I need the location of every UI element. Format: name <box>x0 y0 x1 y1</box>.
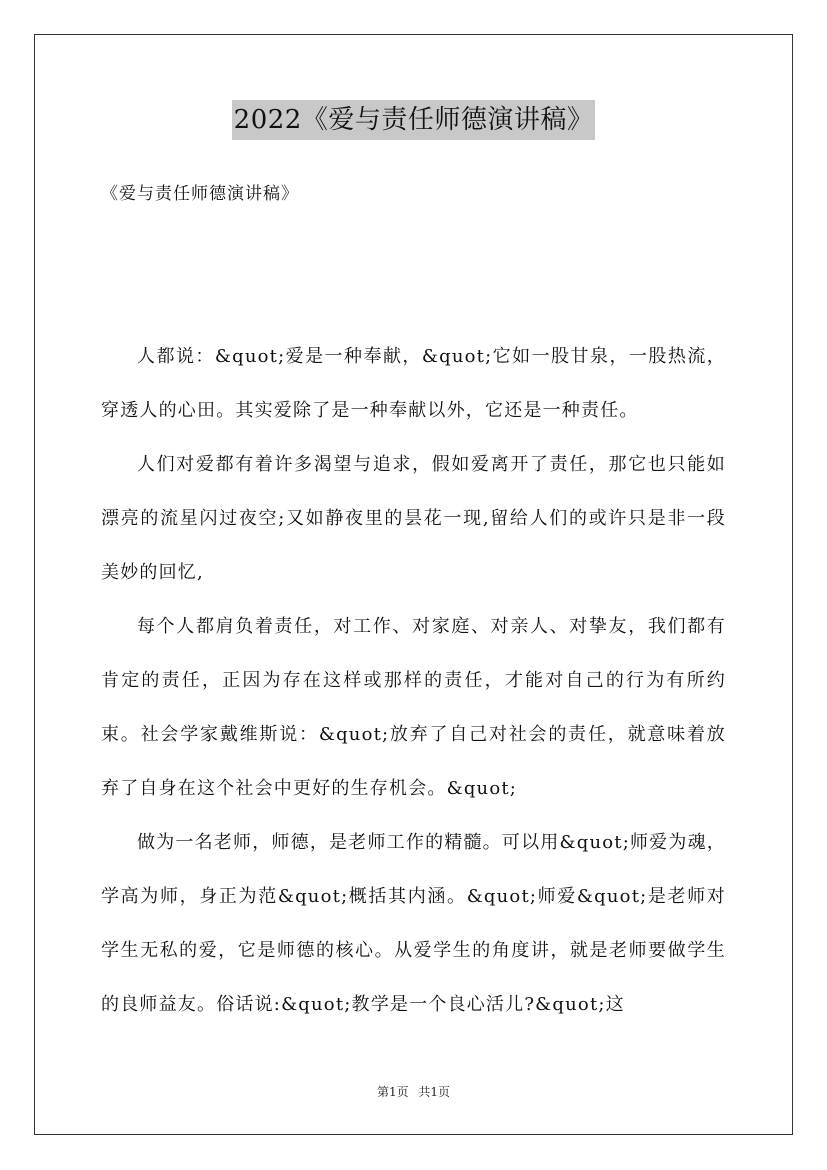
document-subtitle: 《爱与责任师德演讲稿》 <box>101 184 299 204</box>
title-wrapper <box>0 100 827 140</box>
paragraph-3: 每个人都肩负着责任，对工作、对家庭、对亲人、对挚友，我们都有肯定的责任，正因为存在这样或那样的责任，才能对自己的行为有所约束。社会学家戴维斯说：&quot;放弃了自己对社会的责任，就意味着放弃了自身在这个社会中更好的生存机会。&quot; <box>101 616 726 799</box>
document-title: 2022《爱与责任师德演讲稿》 <box>232 100 596 140</box>
page-footer <box>0 1083 827 1101</box>
page-number: 第1页 <box>376 1085 409 1099</box>
paragraph-4: 做为一名老师，师德，是老师工作的精髓。可以用&quot;师爱为魂，学高为师，身正为范&quot;概括其内涵。&quot;师爱&quot;是老师对学生无私的爱，它是师德的核心。从爱学生的角度讲，就是老师要做学生的良师益友。俗话说:&quot;教学是一个良心活儿?&quot;这 <box>101 832 726 1015</box>
paragraph-1: 人都说：&quot;爱是一种奉献，&quot;它如一股甘泉，一股热流，穿透人的心田。其实爱除了是一种奉献以外，它还是一种责任。 <box>101 346 726 421</box>
document-body <box>101 330 726 1032</box>
page-total: 共1页 <box>418 1085 451 1099</box>
paragraph-2: 人们对爱都有着许多渴望与追求，假如爱离开了责任，那它也只能如漂亮的流星闪过夜空;又如静夜里的昙花一现,留给人们的或许只是非一段美妙的回忆, <box>101 454 726 583</box>
